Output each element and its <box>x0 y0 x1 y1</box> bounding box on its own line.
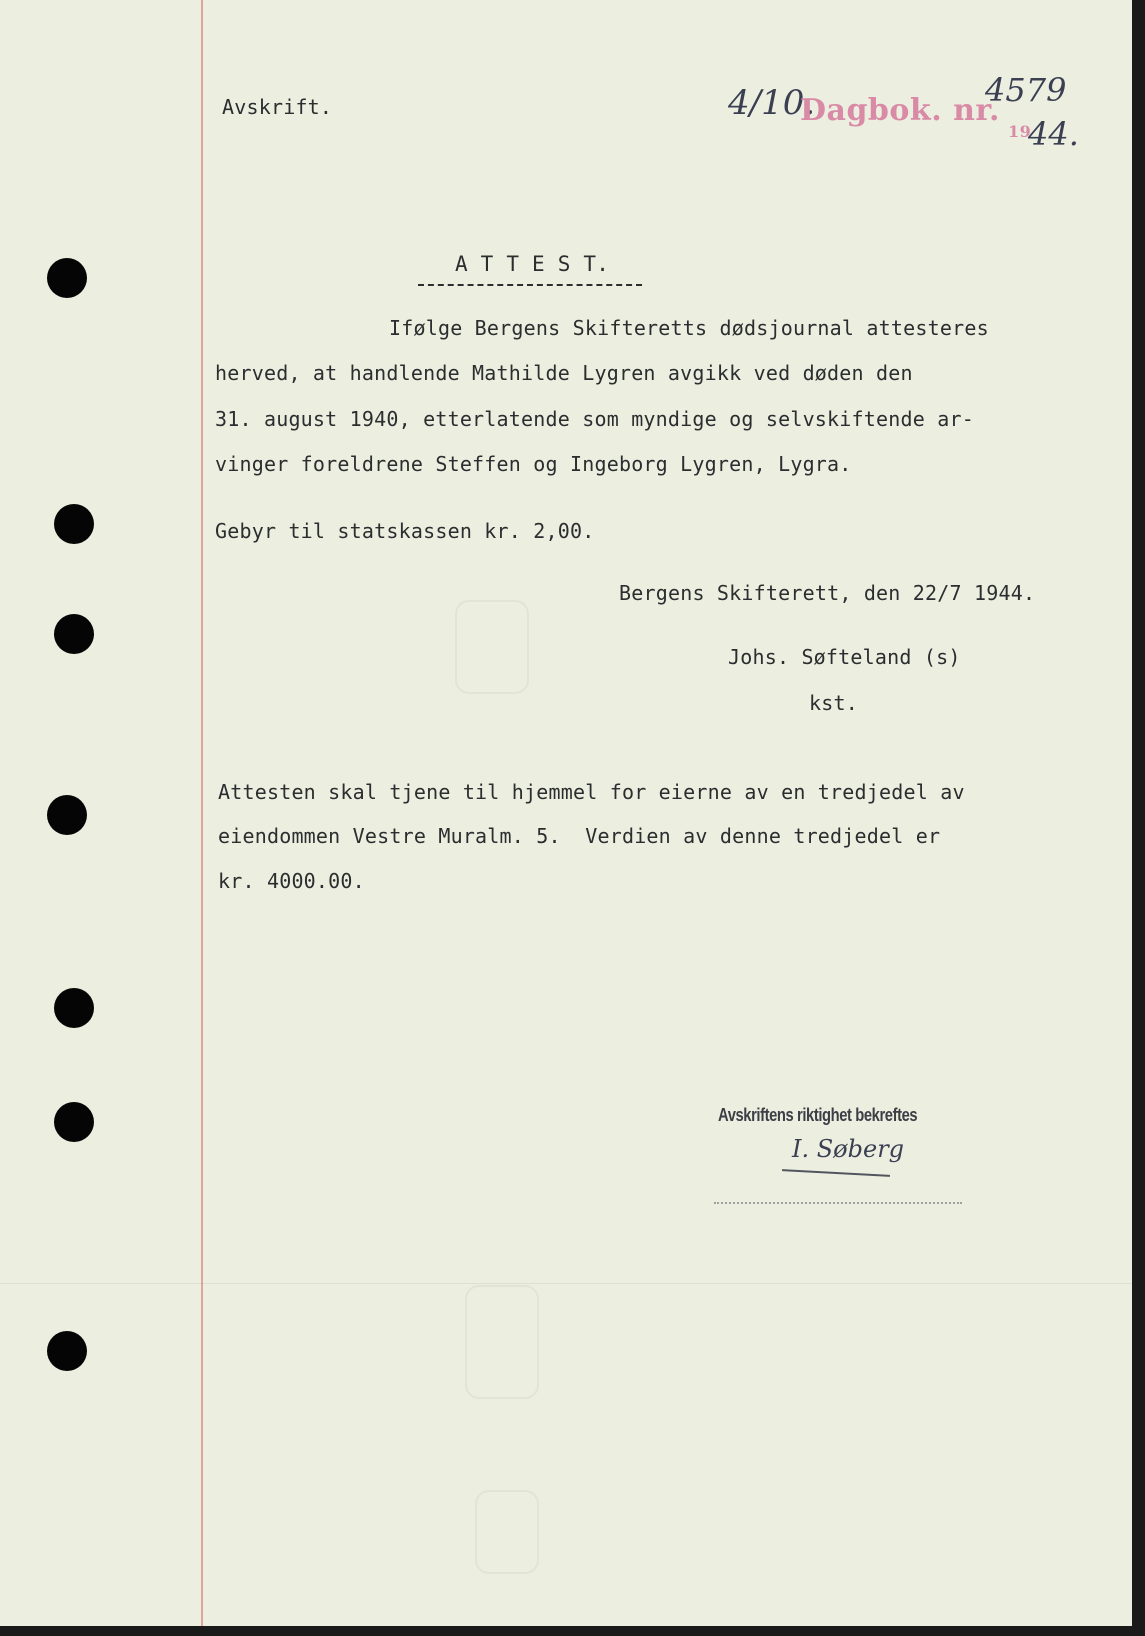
bleed-through-mark <box>465 1285 539 1399</box>
punch-hole <box>47 1331 87 1371</box>
handwritten-date: 4/10. <box>728 83 816 123</box>
purpose-line: kr. 4000.00. <box>218 869 365 893</box>
red-margin-line <box>201 0 203 1626</box>
handwritten-year: 44. <box>1028 115 1079 153</box>
punch-hole <box>54 988 94 1028</box>
stamp-year-prefix: 19 <box>1008 122 1032 141</box>
punch-hole <box>47 795 87 835</box>
punch-hole <box>54 614 94 654</box>
document-type-label: Avskrift. <box>222 95 333 119</box>
body-line: vinger foreldrene Steffen og Ingeborg Lygren, Lygra. <box>215 452 852 476</box>
signatory-title: kst. <box>809 691 858 715</box>
page-fold-line <box>0 1283 1132 1284</box>
bleed-through-mark <box>475 1490 539 1574</box>
certifier-signature: I. Søberg <box>792 1135 905 1163</box>
fee-line: Gebyr til statskassen kr. 2,00. <box>215 519 595 543</box>
journal-number-stamp: Dagbok. nr. <box>800 93 1000 128</box>
handwritten-journal-number: 4579 <box>985 71 1067 109</box>
signature-stroke <box>782 1169 890 1177</box>
body-line: herved, at handlende Mathilde Lygren avgikk ved døden den <box>215 361 913 385</box>
punch-hole <box>54 504 94 544</box>
place-and-date: Bergens Skifterett, den 22/7 1944. <box>619 581 1036 605</box>
punch-hole <box>54 1102 94 1142</box>
purpose-line: eiendommen Vestre Muralm. 5. Verdien av denne tredjedel er <box>218 824 941 848</box>
signatory-name: Johs. Søfteland (s) <box>728 645 961 669</box>
body-line: Ifølge Bergens Skifteretts dødsjournal attesteres <box>389 316 989 340</box>
signature-line <box>714 1202 962 1204</box>
title-underline <box>418 284 642 286</box>
punch-hole <box>47 258 87 298</box>
purpose-line: Attesten skal tjene til hjemmel for eierne av en tredjedel av <box>218 780 965 804</box>
certification-stamp: Avskriftens riktighet bekreftes <box>718 1105 918 1125</box>
body-line: 31. august 1940, etterlatende som myndige og selvskiftende ar- <box>215 407 974 431</box>
document-title: A T T E S T. <box>455 252 610 276</box>
bleed-through-mark <box>455 600 529 694</box>
